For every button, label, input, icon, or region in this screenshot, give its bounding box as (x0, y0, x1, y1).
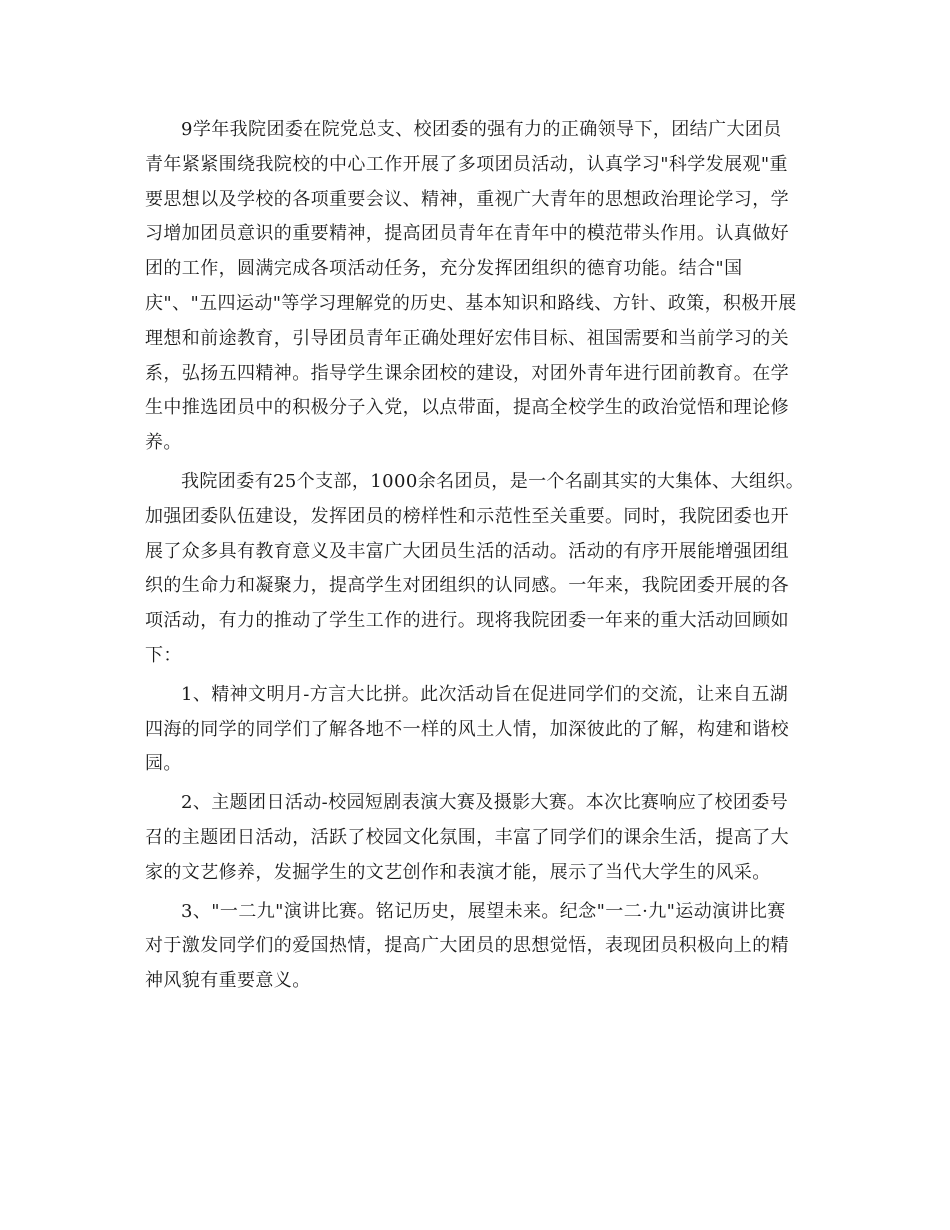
text-line: 神风貌有重要意义。 (145, 970, 311, 992)
text-line: 加强团委队伍建设，发挥团员的榜样性和示范性至关重要。同时，我院团委也开 (145, 505, 789, 527)
text-line: 1、精神文明月-方言大比拼。此次活动旨在促进同学们的交流，让来自五湖 (181, 683, 789, 705)
text-line: 园。 (145, 753, 182, 775)
text-line: 庆"、"五四运动"等学习理解党的历史、基本知识和路线、方针、政策，积极开展 (145, 292, 797, 314)
text-line: 2、主题团日活动-校园短剧表演大赛及摄影大赛。本次比赛响应了校团委号 (181, 792, 789, 814)
text-line: 展了众多具有教育意义及丰富广大团员生活的活动。活动的有序开展能增强团组 (145, 540, 789, 562)
document-body (145, 113, 807, 1003)
paragraph-overview (145, 465, 807, 674)
text-line: 家的文艺修养，发掘学生的文艺创作和表演才能，展示了当代大学生的风采。 (145, 861, 771, 883)
text-line: 团的工作，圆满完成各项活动任务，充分发挥团组织的德育功能。结合"国 (145, 258, 743, 280)
text-line: 3、"一二九"演讲比赛。铭记历史，展望未来。纪念"一二·九"运动演讲比赛 (181, 900, 786, 922)
text-line: 我院团委有25个支部，1000余名团员，是一个名副其实的大集体、大组织。 (181, 470, 805, 492)
text-line: 四海的同学的同学们了解各地不一样的风土人情，加深彼此的了解，构建和谐校 (145, 718, 789, 740)
paragraph-intro (145, 113, 807, 461)
text-line: 对于激发同学们的爱国热情，提高广大团员的思想觉悟，表现团员积极向上的精 (145, 935, 789, 957)
text-line: 召的主题团日活动，活跃了校园文化氛围，丰富了同学们的课余生活，提高了大 (145, 826, 789, 848)
text-line: 要思想以及学校的各项重要会议、精神，重视广大青年的思想政治理论学习，学 (145, 188, 789, 210)
text-line: 系，弘扬五四精神。指导学生课余团校的建设，对团外青年进行团前教育。在学 (145, 362, 789, 384)
text-line: 9学年我院团委在院党总支、校团委的强有力的正确领导下，团结广大团员 (181, 119, 782, 140)
text-line: 青年紧紧围绕我院校的中心工作开展了多项团员活动，认真学习"科学发展观"重 (145, 153, 788, 175)
text-line: 习增加团员意识的重要精神，提高团员青年在青年中的模范带头作用。认真做好 (145, 223, 789, 245)
text-line: 生中推选团员中的积极分子入党，以点带面，提高全校学生的政治觉悟和理论修 (145, 397, 789, 419)
text-line: 养。 (145, 432, 182, 454)
text-line: 项活动，有力的推动了学生工作的进行。现将我院团委一年来的重大活动回顾如 (145, 610, 789, 632)
text-line: 织的生命力和凝聚力，提高学生对团组织的认同感。一年来，我院团委开展的各 (145, 575, 789, 597)
paragraph-item-1 (145, 678, 807, 782)
text-line: 理想和前途教育，引导团员青年正确处理好宏伟目标、祖国需要和当前学习的关 (145, 327, 789, 349)
text-line: 下： (145, 644, 182, 666)
paragraph-item-2 (145, 786, 807, 890)
paragraph-item-3 (145, 895, 807, 999)
